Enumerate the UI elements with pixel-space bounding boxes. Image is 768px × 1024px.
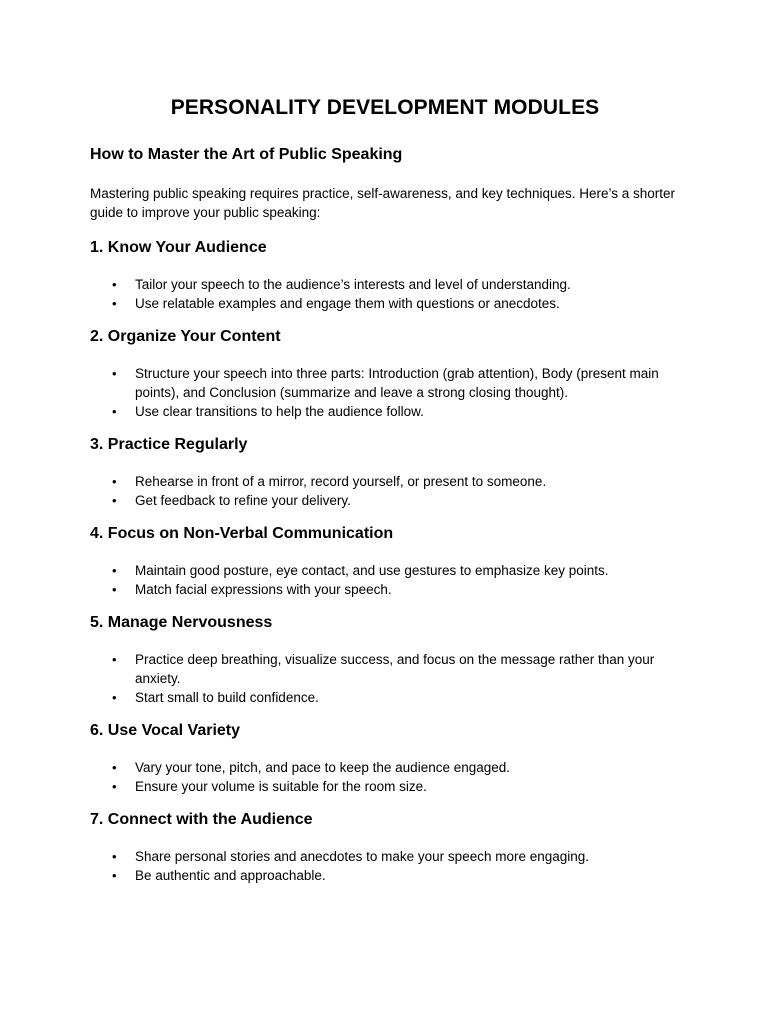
- bullet-icon: •: [112, 493, 117, 508]
- bullet-icon: •: [112, 849, 117, 864]
- section-non-verbal-communication: [90, 525, 680, 599]
- bullet-text: Use clear transitions to help the audience follow.: [135, 404, 424, 419]
- bullet-text: Get feedback to refine your delivery.: [135, 493, 351, 508]
- list-item: [90, 364, 680, 402]
- section-heading: 2. Organize Your Content: [90, 328, 281, 345]
- list-item: [90, 491, 680, 510]
- bullet-icon: •: [112, 296, 117, 311]
- list-item: [90, 294, 680, 313]
- bullet-text: Vary your tone, pitch, and pace to keep the audience engaged.: [135, 760, 511, 775]
- bullet-list: [90, 364, 680, 421]
- section-connect-with-audience: [90, 811, 680, 885]
- section-heading: 1. Know Your Audience: [90, 239, 267, 256]
- section-heading: 6. Use Vocal Variety: [90, 722, 241, 739]
- bullet-text: Match facial expressions with your speech.: [135, 582, 392, 597]
- bullet-list: [90, 650, 680, 707]
- list-item: [90, 847, 680, 866]
- list-item: [90, 472, 680, 491]
- bullet-icon: •: [112, 868, 117, 883]
- intro-paragraph: Mastering public speaking requires practice, self-awareness, and key techniques. Here’s a shorter guide to improve your public speaking:: [90, 186, 676, 220]
- list-item: [90, 275, 680, 294]
- bullet-text: Practice deep breathing, visualize success, and focus on the message rather than your anxiety.: [135, 652, 655, 686]
- bullet-list: [90, 758, 680, 796]
- bullet-icon: •: [112, 690, 117, 705]
- section-heading: 7. Connect with the Audience: [90, 811, 313, 828]
- bullet-icon: •: [112, 366, 117, 381]
- document-page: [90, 96, 680, 900]
- bullet-icon: •: [112, 563, 117, 578]
- list-item: [90, 866, 680, 885]
- list-item: [90, 402, 680, 421]
- bullet-list: [90, 472, 680, 510]
- section-know-your-audience: [90, 239, 680, 313]
- bullet-text: Ensure your volume is suitable for the room size.: [135, 779, 427, 794]
- document-title: PERSONALITY DEVELOPMENT MODULES: [170, 96, 600, 119]
- bullet-icon: •: [112, 277, 117, 292]
- section-organize-your-content: [90, 328, 680, 421]
- bullet-icon: •: [112, 652, 117, 667]
- list-item: [90, 688, 680, 707]
- bullet-text: Share personal stories and anecdotes to make your speech more engaging.: [135, 849, 590, 864]
- bullet-list: [90, 847, 680, 885]
- list-item: [90, 561, 680, 580]
- bullet-icon: •: [112, 404, 117, 419]
- list-item: [90, 777, 680, 796]
- list-item: [90, 758, 680, 777]
- bullet-icon: •: [112, 474, 117, 489]
- bullet-list: [90, 561, 680, 599]
- section-heading: 5. Manage Nervousness: [90, 614, 273, 631]
- list-item: [90, 580, 680, 599]
- bullet-icon: •: [112, 760, 117, 775]
- list-item: [90, 650, 680, 688]
- bullet-list: [90, 275, 680, 313]
- section-practice-regularly: [90, 436, 680, 510]
- section-manage-nervousness: [90, 614, 680, 707]
- bullet-icon: •: [112, 582, 117, 597]
- document-subtitle: How to Master the Art of Public Speaking: [90, 146, 403, 163]
- bullet-text: Tailor your speech to the audience’s interests and level of understanding.: [135, 277, 571, 292]
- section-heading: 3. Practice Regularly: [90, 436, 248, 453]
- bullet-text: Structure your speech into three parts: Introduction (grab attention), Body (present main points), and Conclusion (summarize and leave a strong closing thought).: [135, 366, 659, 400]
- section-vocal-variety: [90, 722, 680, 796]
- section-heading: 4. Focus on Non-Verbal Communication: [90, 525, 394, 542]
- bullet-icon: •: [112, 779, 117, 794]
- bullet-text: Be authentic and approachable.: [135, 868, 326, 883]
- bullet-text: Use relatable examples and engage them with questions or anecdotes.: [135, 296, 560, 311]
- bullet-text: Rehearse in front of a mirror, record yourself, or present to someone.: [135, 474, 547, 489]
- bullet-text: Maintain good posture, eye contact, and use gestures to emphasize key points.: [135, 563, 609, 578]
- bullet-text: Start small to build confidence.: [135, 690, 319, 705]
